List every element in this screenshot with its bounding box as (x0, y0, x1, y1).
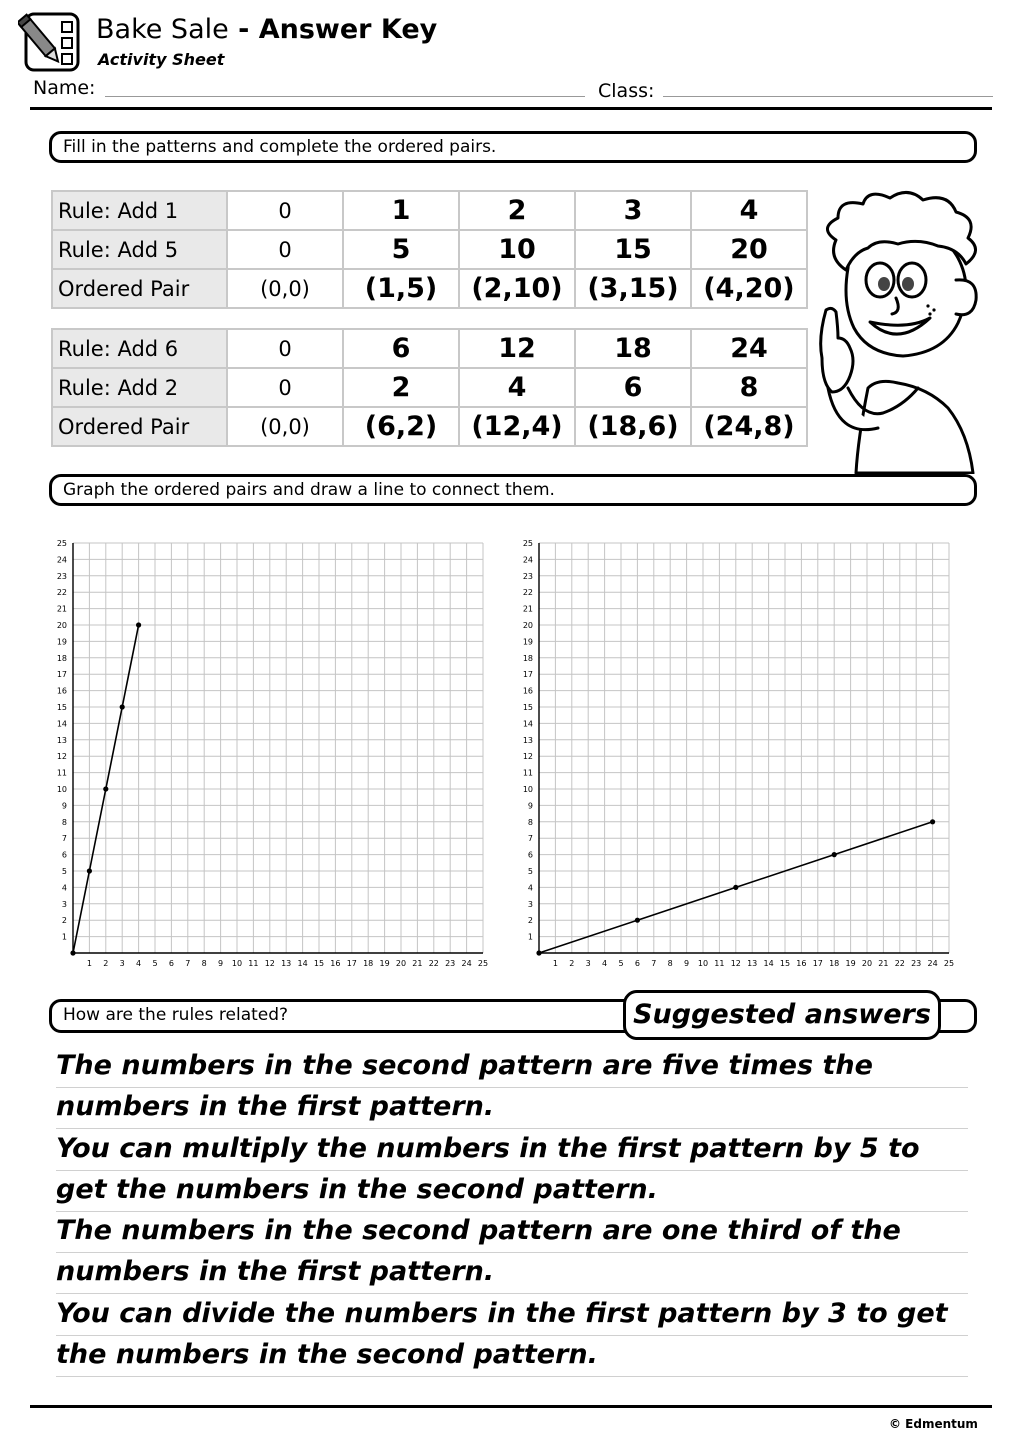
header-divider (30, 107, 992, 110)
table-cell: (6,2) (343, 407, 459, 446)
table-cell: 0 (227, 329, 343, 368)
rule-label: Ordered Pair (52, 269, 227, 308)
title-main: Bake Sale (96, 14, 229, 45)
x-tick-label: 2 (103, 959, 109, 968)
x-tick-label: 7 (651, 959, 657, 968)
table-cell: 2 (343, 368, 459, 407)
x-tick-label: 23 (445, 959, 456, 968)
y-tick-label: 14 (56, 719, 67, 729)
x-tick-label: 4 (602, 959, 608, 968)
x-tick-label: 12 (264, 959, 275, 968)
x-tick-label: 17 (346, 959, 357, 968)
table-cell: 3 (575, 191, 691, 230)
y-tick-label: 6 (527, 850, 533, 860)
x-tick-label: 5 (152, 959, 158, 968)
table-cell: (4,20) (691, 269, 807, 308)
x-tick-label: 11 (248, 959, 259, 968)
y-tick-label: 5 (527, 867, 533, 876)
y-tick-label: 13 (522, 735, 533, 745)
x-tick-label: 12 (730, 959, 741, 968)
table-cell: 0 (227, 368, 343, 407)
footer-divider (30, 1405, 992, 1408)
data-point (87, 868, 92, 873)
y-tick-label: 11 (522, 768, 533, 778)
rule-label: Ordered Pair (52, 407, 227, 446)
y-tick-label: 22 (56, 588, 67, 598)
table-cell: 18 (575, 329, 691, 368)
pattern-table-1 (51, 190, 808, 309)
y-tick-label: 12 (522, 752, 533, 762)
table-cell: 24 (691, 329, 807, 368)
y-tick-label: 21 (522, 604, 533, 614)
y-tick-label: 10 (56, 785, 67, 794)
y-tick-label: 3 (61, 899, 67, 909)
x-tick-label: 16 (330, 959, 341, 968)
y-tick-label: 20 (56, 621, 67, 630)
answer-line: numbers in the first pattern. (56, 1087, 968, 1129)
x-tick-label: 19 (845, 959, 856, 968)
x-tick-label: 25 (943, 959, 955, 968)
x-tick-label: 1 (552, 959, 558, 968)
x-tick-label: 1 (86, 959, 92, 968)
table-cell: 6 (575, 368, 691, 407)
table-row (52, 329, 807, 368)
x-tick-label: 2 (569, 959, 575, 968)
class-label: Class: (598, 80, 655, 102)
table-cell: 6 (343, 329, 459, 368)
x-tick-label: 9 (218, 959, 224, 968)
x-tick-label: 13 (281, 959, 292, 968)
table-cell: 0 (227, 191, 343, 230)
data-point (832, 852, 837, 857)
y-tick-label: 13 (56, 735, 67, 745)
y-tick-label: 17 (522, 670, 533, 680)
y-tick-label: 20 (522, 621, 533, 630)
x-tick-label: 22 (894, 959, 905, 968)
data-point (70, 950, 75, 955)
cartoon-boy-illustration (808, 188, 986, 474)
table-cell: (24,8) (691, 407, 807, 446)
x-tick-label: 10 (231, 959, 243, 968)
data-point (635, 918, 640, 923)
x-tick-label: 8 (201, 959, 207, 968)
y-tick-label: 1 (527, 932, 533, 942)
y-tick-label: 19 (522, 637, 533, 647)
x-tick-label: 25 (477, 959, 489, 968)
answer-line: The numbers in the second pattern are one third of the (56, 1211, 968, 1253)
x-tick-label: 20 (861, 959, 873, 968)
answer-line: numbers in the first pattern. (56, 1252, 968, 1294)
y-tick-label: 25 (56, 539, 67, 548)
y-tick-label: 14 (522, 719, 533, 729)
data-point (536, 950, 541, 955)
x-tick-label: 6 (168, 959, 174, 968)
x-tick-label: 20 (395, 959, 407, 968)
x-tick-label: 21 (878, 959, 889, 968)
x-tick-label: 13 (747, 959, 758, 968)
x-tick-label: 15 (313, 959, 325, 968)
x-tick-label: 21 (412, 959, 423, 968)
x-tick-label: 7 (185, 959, 191, 968)
y-tick-label: 18 (56, 653, 67, 663)
copyright-notice: © Edmentum (889, 1417, 978, 1431)
x-tick-label: 4 (136, 959, 142, 968)
table-cell: 4 (459, 368, 575, 407)
answer-line: You can divide the numbers in the first pattern by 3 to get (56, 1294, 968, 1336)
y-tick-label: 16 (56, 686, 67, 696)
x-tick-label: 22 (428, 959, 439, 968)
data-point (136, 622, 141, 627)
y-tick-label: 6 (61, 850, 67, 860)
activity-sheet-logo-icon (18, 10, 84, 74)
x-tick-label: 6 (634, 959, 640, 968)
class-field[interactable] (663, 96, 993, 97)
table-row (52, 407, 807, 446)
data-point (930, 819, 935, 824)
y-tick-label: 21 (56, 604, 67, 614)
y-tick-label: 11 (56, 768, 67, 778)
x-tick-label: 24 (927, 959, 938, 968)
x-tick-label: 14 (763, 959, 774, 968)
y-tick-label: 22 (522, 588, 533, 598)
y-tick-label: 7 (61, 834, 67, 844)
table-cell: 4 (691, 191, 807, 230)
name-field[interactable] (105, 96, 585, 97)
y-tick-label: 19 (56, 637, 67, 647)
x-tick-label: 3 (119, 959, 125, 968)
data-point (733, 885, 738, 890)
x-tick-label: 18 (829, 959, 840, 968)
table-cell: 20 (691, 230, 807, 269)
y-tick-label: 15 (56, 703, 67, 712)
table-cell: 15 (575, 230, 691, 269)
y-tick-label: 18 (522, 653, 533, 663)
data-point (120, 704, 125, 709)
table-cell: (1,5) (343, 269, 459, 308)
title-answer-key: - Answer Key (228, 14, 438, 45)
x-tick-label: 9 (684, 959, 690, 968)
x-tick-label: 19 (379, 959, 390, 968)
suggested-answers-label: Suggested answers (623, 990, 941, 1040)
y-tick-label: 12 (56, 752, 67, 762)
x-tick-label: 14 (297, 959, 308, 968)
y-tick-label: 9 (61, 801, 67, 811)
y-tick-label: 23 (522, 571, 533, 581)
y-tick-label: 9 (527, 801, 533, 811)
answer-line: the numbers in the second pattern. (56, 1335, 968, 1377)
table-cell: 5 (343, 230, 459, 269)
data-point (103, 786, 108, 791)
table-row (52, 269, 807, 308)
coordinate-graph-1 (40, 530, 500, 972)
answer-line: You can multiply the numbers in the first pattern by 5 to (56, 1129, 968, 1171)
x-tick-label: 24 (461, 959, 472, 968)
y-tick-label: 25 (522, 539, 533, 548)
y-tick-label: 5 (61, 867, 67, 876)
y-tick-label: 8 (61, 817, 67, 827)
y-tick-label: 16 (522, 686, 533, 696)
y-tick-label: 10 (522, 785, 533, 794)
y-tick-label: 2 (527, 916, 533, 926)
y-tick-label: 23 (56, 571, 67, 581)
rule-label: Rule: Add 5 (52, 230, 227, 269)
x-tick-label: 3 (585, 959, 591, 968)
table-cell: (12,4) (459, 407, 575, 446)
y-tick-label: 4 (61, 883, 67, 893)
instruction-relation: How are the rules related? (49, 999, 977, 1033)
page-subtitle: Activity Sheet (98, 50, 225, 69)
table-cell: 1 (343, 191, 459, 230)
table-row (52, 191, 807, 230)
y-tick-label: 15 (522, 703, 533, 712)
rule-label: Rule: Add 1 (52, 191, 227, 230)
table-cell: (0,0) (227, 407, 343, 446)
pattern-table-2 (51, 328, 808, 447)
x-tick-label: 18 (363, 959, 374, 968)
instruction-graph: Graph the ordered pairs and draw a line to connect them. (49, 474, 977, 506)
y-tick-label: 4 (527, 883, 533, 893)
table-row (52, 368, 807, 407)
x-tick-label: 17 (812, 959, 823, 968)
table-cell: (0,0) (227, 269, 343, 308)
x-tick-label: 15 (779, 959, 791, 968)
x-tick-label: 23 (911, 959, 922, 968)
y-tick-label: 17 (56, 670, 67, 680)
table-cell: 10 (459, 230, 575, 269)
name-label: Name: (33, 77, 96, 99)
table-row (52, 230, 807, 269)
table-cell: (2,10) (459, 269, 575, 308)
rule-label: Rule: Add 6 (52, 329, 227, 368)
y-tick-label: 2 (61, 916, 67, 926)
table-cell: (18,6) (575, 407, 691, 446)
x-tick-label: 5 (618, 959, 624, 968)
page-title (96, 14, 437, 45)
x-tick-label: 16 (796, 959, 807, 968)
instruction-patterns: Fill in the patterns and complete the ordered pairs. (49, 131, 977, 163)
y-tick-label: 24 (56, 555, 67, 565)
x-tick-label: 8 (667, 959, 673, 968)
answer-line: The numbers in the second pattern are five times the (56, 1046, 968, 1088)
x-tick-label: 11 (714, 959, 725, 968)
rule-label: Rule: Add 2 (52, 368, 227, 407)
table-cell: 2 (459, 191, 575, 230)
y-tick-label: 24 (522, 555, 533, 565)
table-cell: (3,15) (575, 269, 691, 308)
y-tick-label: 3 (527, 899, 533, 909)
table-cell: 0 (227, 230, 343, 269)
coordinate-graph-2 (506, 530, 966, 972)
x-tick-label: 10 (697, 959, 709, 968)
table-cell: 12 (459, 329, 575, 368)
y-tick-label: 7 (527, 834, 533, 844)
table-cell: 8 (691, 368, 807, 407)
answer-line: get the numbers in the second pattern. (56, 1170, 968, 1212)
y-tick-label: 8 (527, 817, 533, 827)
y-tick-label: 1 (61, 932, 67, 942)
